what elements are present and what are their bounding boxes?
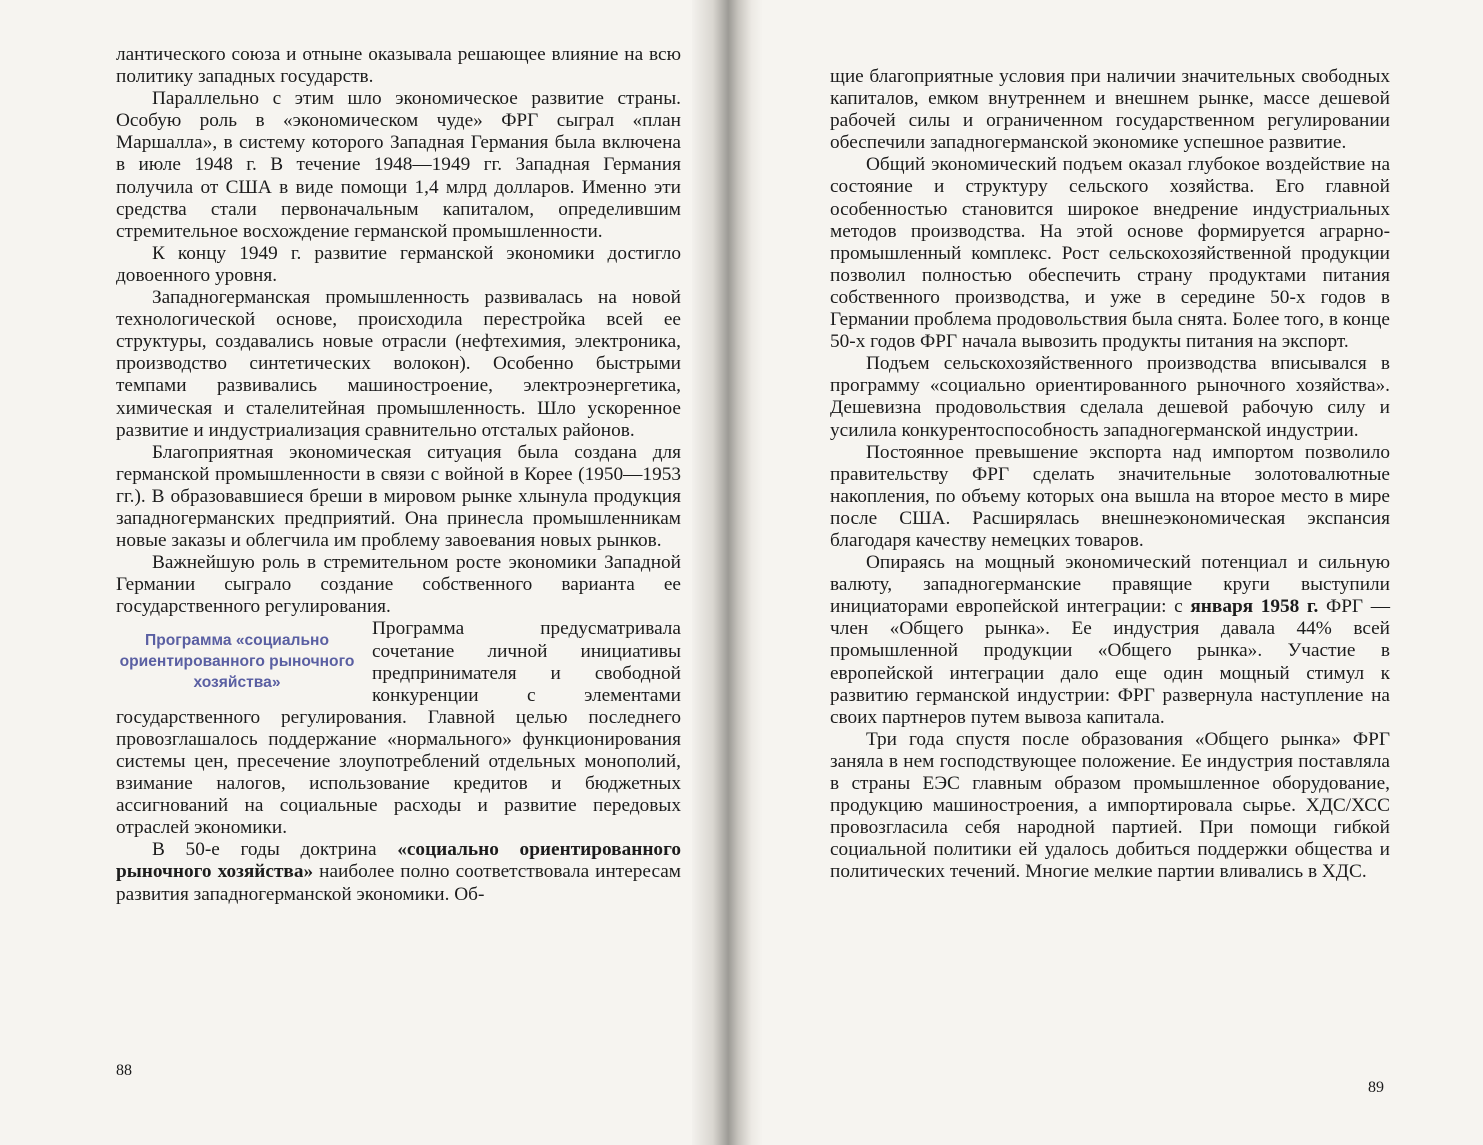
paragraph-text: наиболее полно соответствовала интересам развития западногерманской экономики. Об-: [116, 861, 682, 905]
right-page-text: [830, 66, 1390, 883]
paragraph: Параллельно с этим шло экономическое развитие страны. Особую роль в «экономическом чуде» ФРГ сыграл «план Маршалла», в систему которого Западная Германия была включена в июле 1948 г. В течение 1948—1949 гг. Западная Германия получила от США в виде помощи 1,4 млрд долларов. Именно эти средства стали первоначальным капиталом, определившим стремительное восхождение германской промышленности.: [116, 88, 681, 242]
paragraph: Важнейшую роль в стремительном росте экономики Западной Германии сыграло создание собственного варианта ее государственного регулирования.: [116, 552, 681, 618]
paragraph: Три года спустя после образования «Общего рынка» ФРГ заняла в нем господствующее положение. Ее индустрия поставляла в страны ЕЭС главным образом промышленное оборудование, продукцию машиностроения, а импортировала сырье. ХДС/ХСС провозгласила себя народной партией. При помощи гибкой социальной политики ей удалось добиться поддержки общества и политических течений. Многие мелкие партии вливались в ХДС.: [830, 728, 1390, 883]
paragraph: Общий экономический подъем оказал глубокое воздействие на состояние и структуру сельского хозяйства. Его главной особенностью становится широкое внедрение индустриальных методов производства. На этой основе формируется аграрно-промышленный комплекс. Рост сельскохозяйственной продукции позволил полностью обеспечить страну продуктами питания собственного производства, и уже в середине 50-х годов в Германии проблема продовольствия была снята. Более того, в конце 50-х годов ФРГ начала вывозить продукты питания на экспорт.: [830, 154, 1390, 353]
paragraph-text: Опираясь на мощный экономический потенциал и сильную валюту, западногерманские правящие круги выступили инициаторами европейской интеграции: с: [830, 552, 1390, 618]
paragraph: Подъем сельскохозяйственного производства вписывался в программу «социально ориентированного рыночного хозяйства». Дешевизна продовольствия сделала дешевой рабочую силу и усилила конкурентоспособность западногерманской индустрии.: [830, 353, 1390, 441]
paragraph: К концу 1949 г. развитие германской экономики достигло довоенного уровня.: [116, 242, 681, 286]
bold-term: января 1958 г.: [1190, 596, 1319, 618]
paragraph-text: В 50-е годы доктрина: [152, 839, 398, 861]
paragraph: лантического союза и отныне оказывала решающее влияние на всю политику западных государств.: [116, 44, 681, 88]
left-page-text: [116, 44, 681, 906]
page-number: 89: [1368, 1079, 1384, 1096]
paragraph: [830, 552, 1390, 729]
paragraph: щие благоприятные условия при наличии значительных свободных капиталов, емком внутреннем и внешнем рынке, массе дешевой рабочей силы и ограниченном государственном регулировании обеспечили западногерманской экономике успешное развитие.: [830, 66, 1390, 154]
book-gutter: [692, 0, 762, 1145]
margin-heading: Программа «социально ориентированного рыночного хозяйства»: [119, 632, 355, 692]
paragraph: Программа предусматривала сочетание личной инициативы предпринимателя и свободной конкуренции с элементами государственного регулирования. Главной целью последнего провозглашалось поддержание «нормального» функционирования системы цен, пресечение злоупотреблений отдельных монополий, взимание налогов, использование кредитов и бюджетных ассигнований на социальные расходы и развитие передовых отраслей экономики.: [116, 618, 681, 839]
bold-term: «социально ориентированного рыночного хозяйства»: [116, 839, 681, 883]
paragraph: [116, 839, 681, 905]
paragraph: Западногерманская промышленность развивалась на новой технологической основе, происходила перестройка всей ее структуры, создавались новые отрасли (нефтехимия, электроника, производство синтетических волокон). Особенно быстрыми темпами развивались машиностроение, электроэнергетика, химическая и сталелитейная промышленность. Шло ускоренное развитие и индустриализация сравнительно отсталых районов.: [116, 287, 681, 441]
paragraph: Постоянное превышение экспорта над импортом позволило правительству ФРГ сделать значительные золотовалютные накопления, по объему которых она вышла на второе место в мире после США. Расширялась внешнеэкономическая экспансия благодаря качеству немецких товаров.: [830, 441, 1390, 551]
paragraph: Благоприятная экономическая ситуация была создана для германской промышленности в связи с войной в Корее (1950—1953 гг.). В образовавшиеся бреши в мировом рынке хлынула продукция западногерманских предприятий. Она принесла промышленникам новые заказы и облегчила им проблему завоевания новых рынков.: [116, 441, 681, 552]
paragraph-text: ФРГ — член «Общего рынка». Ее индустрия давала 44% всей промышленной продукции «Общего рынка». Участие в европейской интеграции дало еще один мощный стимул к развитию германской индустрии: ФРГ развернула наступление на своих партнеров путем вывоза капитала.: [830, 596, 1390, 728]
page-number: 88: [116, 1062, 132, 1079]
